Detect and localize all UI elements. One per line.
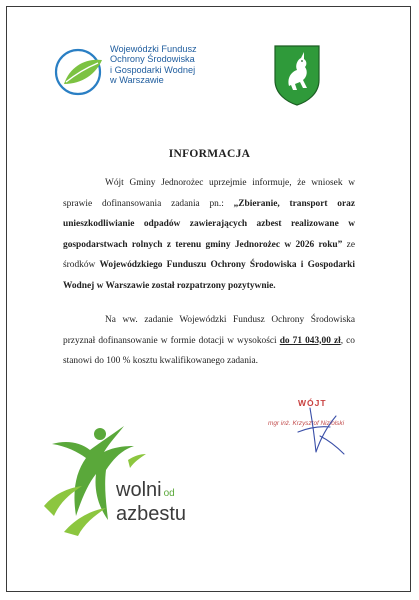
paragraph-funding: [63, 310, 355, 372]
azbestu-word: azbestu: [116, 503, 187, 525]
p1-mid: ze środków: [63, 239, 355, 270]
handwritten-signature-icon: [290, 402, 360, 456]
p2-intro: Na ww. zadanie Wojewódzki Fundusz Ochrony Środowiska przyznał dofinansowanie w formie dotacji w wysokości: [63, 315, 355, 346]
paragraph-decision: [63, 173, 355, 296]
wfos-line: w Warszawie: [110, 75, 164, 86]
wolni-od-azbestu-logo: [36, 420, 216, 540]
document-title: INFORMACJA: [168, 148, 251, 160]
signature-stamp: [268, 398, 368, 456]
stamp-title: WÓJT: [298, 398, 327, 408]
task-name: „Zbieranie, transport oraz unieszkodliwianie odpadów zawierających azbest realizowane w gospodarstwach rolnych z terenu gminy Jednorożec w 2026 roku”: [63, 198, 355, 250]
stamp-name: mgr inż. Krzysztof Niziolski: [268, 420, 344, 427]
od-word: od: [163, 488, 175, 499]
fund-decision: Wojewódzkiego Funduszu Ochrony Środowiska i Gospodarki Wodnej w Warszawie został rozpatrzony pozytywnie.: [63, 260, 355, 291]
wolni-word: wolni: [116, 479, 162, 501]
coat-of-arms-icon: [273, 44, 321, 106]
wolni-wordmark: [116, 480, 186, 524]
wfos-logo: [52, 44, 252, 100]
wfos-line: Ochrony Środowiska: [110, 54, 195, 65]
wfos-name: [110, 44, 197, 86]
wfos-leaf-icon: [52, 44, 108, 100]
p1-intro: Wójt Gminy Jednorożec uprzejmie informuje, że wniosek w sprawie dofinansowania zadania pn.:: [63, 178, 355, 209]
p2-rest: , co stanowi do 100 % kosztu kwalifikowanego zadania.: [63, 335, 355, 366]
wfos-line: i Gospodarki Wodnej: [110, 64, 196, 75]
funding-amount: do 71 043,00 zł: [279, 335, 341, 346]
wfos-line: Wojewódzki Fundusz: [110, 44, 197, 54]
